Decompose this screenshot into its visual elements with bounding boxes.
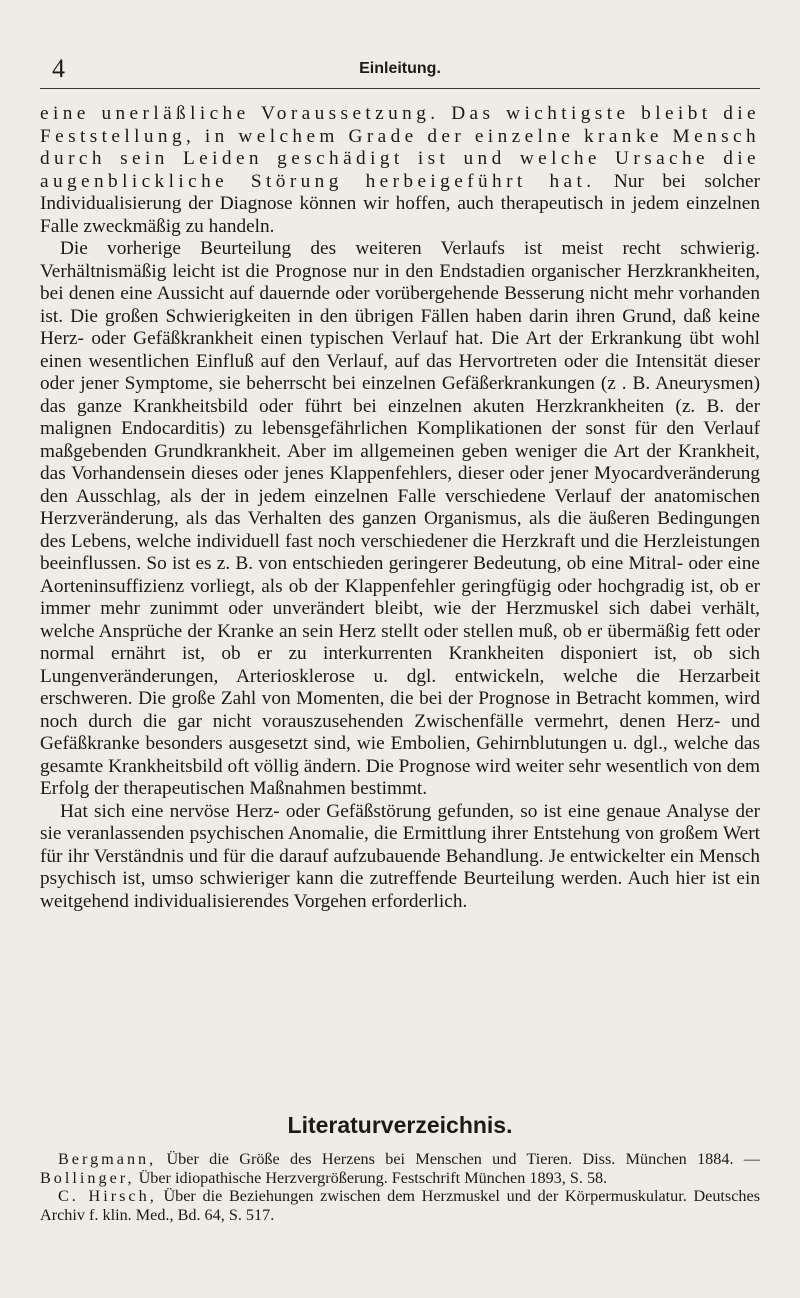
reference-list	[40, 1150, 760, 1224]
reference-text: Über die Beziehungen zwischen dem Herzmuskel und der Körpermuskulatur. Deutsches Archiv f. klin. Med., Bd. 64, S. 517.	[40, 1187, 760, 1224]
reference-author: Bergmann,	[58, 1150, 157, 1168]
page-header	[40, 52, 760, 86]
running-head: Einleitung.	[359, 60, 441, 77]
page-number: 4	[52, 54, 65, 83]
paragraph-2: Die vorherige Beurteilung des weiteren Verlaufs ist meist recht schwierig. Verhältnismäßig leicht ist die Prognose nur in den Endstadien organischer Herzkrankheiten, bei denen eine Aussicht auf dauernde oder vorübergehende Besserung nicht mehr vorhanden ist. Die großen Schwierigkeiten in den übrigen Fällen haben darin ihren Grund, daß keine Herz- oder Gefäßkrankheit einen typischen Verlauf hat. Die Art der Erkrankung übt wohl einen wesentlichen Einfluß auf den Verlauf, auf das Hervortreten oder die Intensität dieser oder jener Symptome, sie beherrscht bei einzelnen Gefäßerkrankungen (z . B. Aneurysmen) das ganze Krankheitsbild oder führt bei einzelnen akuten Herzkrankheiten (z. B. der malignen Endocarditis) zu lebensgefährlichen Komplikationen der sonst für den Verlauf maßgebenden Grundkrankheit. Aber im allgemeinen geben weniger die Art der Krankheit, das Vorhandensein dieses oder jenes Klappenfehlers, dieser oder jener Myocardveränderung den Ausschlag, als der in jedem einzelnen Falle verschiedene Verlauf der anatomischen Herzveränderung, als das Verhalten des ganzen Organismus, als die äußeren Bedingungen des Lebens, welche individuell fast noch verschiedener die Herzkraft und die Herzleistungen beeinflussen. So ist es z. B. von entschieden geringerer Bedeutung, ob eine Mitral- oder eine Aorteninsuffizienz vorliegt, als ob der Klappenfehler geringfügig oder hochgradig ist, ob er immer mehr zunimmt oder unverändert bleibt, wie der Herzmuskel sich dabei verhält, welche Ansprüche der Kranke an sein Herz stellt oder stellen muß, ob er übermäßig fett oder normal ernährt ist, ob er zu interkurrenten Krankheiten disponiert ist, ob sich Lungenveränderungen, Arteriosklerose u. dgl. entwickeln, welche die Herzarbeit erschweren. Die große Zahl von Momenten, die bei der Prognose in Betracht kommen, wird noch durch die gar nicht vorauszusehenden Zwischenfälle vermehrt, denen Herz- und Gefäßkranke besonders ausgesetzt sind, wie Embolien, Gehirnblutungen u. dgl., welche das gesamte Krankheitsbild oft völlig ändern. Die Prognose wird weiter sehr wesentlich von dem Erfolg der therapeutischen Maßnahmen bestimmt.	[40, 238, 760, 799]
paragraph-3: Hat sich eine nervöse Herz- oder Gefäßstörung gefunden, so ist eine genaue Analyse der sie veranlassenden psychischen Anomalie, die Ermittlung ihrer Entstehung von großem Wert für ihr Verständnis und für die darauf aufzubauende Behandlung. Je entwickelter ein Mensch psychisch ist, umso schwieriger kann die zutreffende Beurteilung werden. Auch hier ist ein weitgehend individualisierendes Vorgehen erforderlich.	[40, 800, 760, 912]
body-text	[40, 103, 760, 913]
reference-item	[40, 1187, 760, 1224]
reference-text: Über idiopathische Herzvergrößerung. Festschrift München 1893, S. 58.	[134, 1168, 608, 1187]
paragraph-1	[40, 103, 760, 238]
header-rule	[40, 88, 760, 89]
reference-item	[40, 1150, 760, 1187]
emphasized-text: eine unerläßliche Voraussetzung. Das wichtigste bleibt die Feststellung, in welchem Grade der einzelne kranke Mensch durch sein Leiden geschädigt ist und welche Ursache die augenblickliche Störung herbeigeführt hat.	[40, 103, 760, 192]
literature-heading: Literaturverzeichnis.	[287, 1112, 513, 1138]
reference-text: Über die Größe des Herzens bei Menschen und Tieren. Diss. München 1884. —	[156, 1150, 760, 1168]
reference-author: C. Hirsch,	[58, 1187, 157, 1206]
reference-author: Bollinger,	[40, 1168, 135, 1187]
paragraph-text: Nur bei solcher Individualisierung der Diagnose können wir hoffen, auch therapeutisch in jedem einzelnen Falle zweckmäßig zu handeln.	[40, 170, 760, 237]
